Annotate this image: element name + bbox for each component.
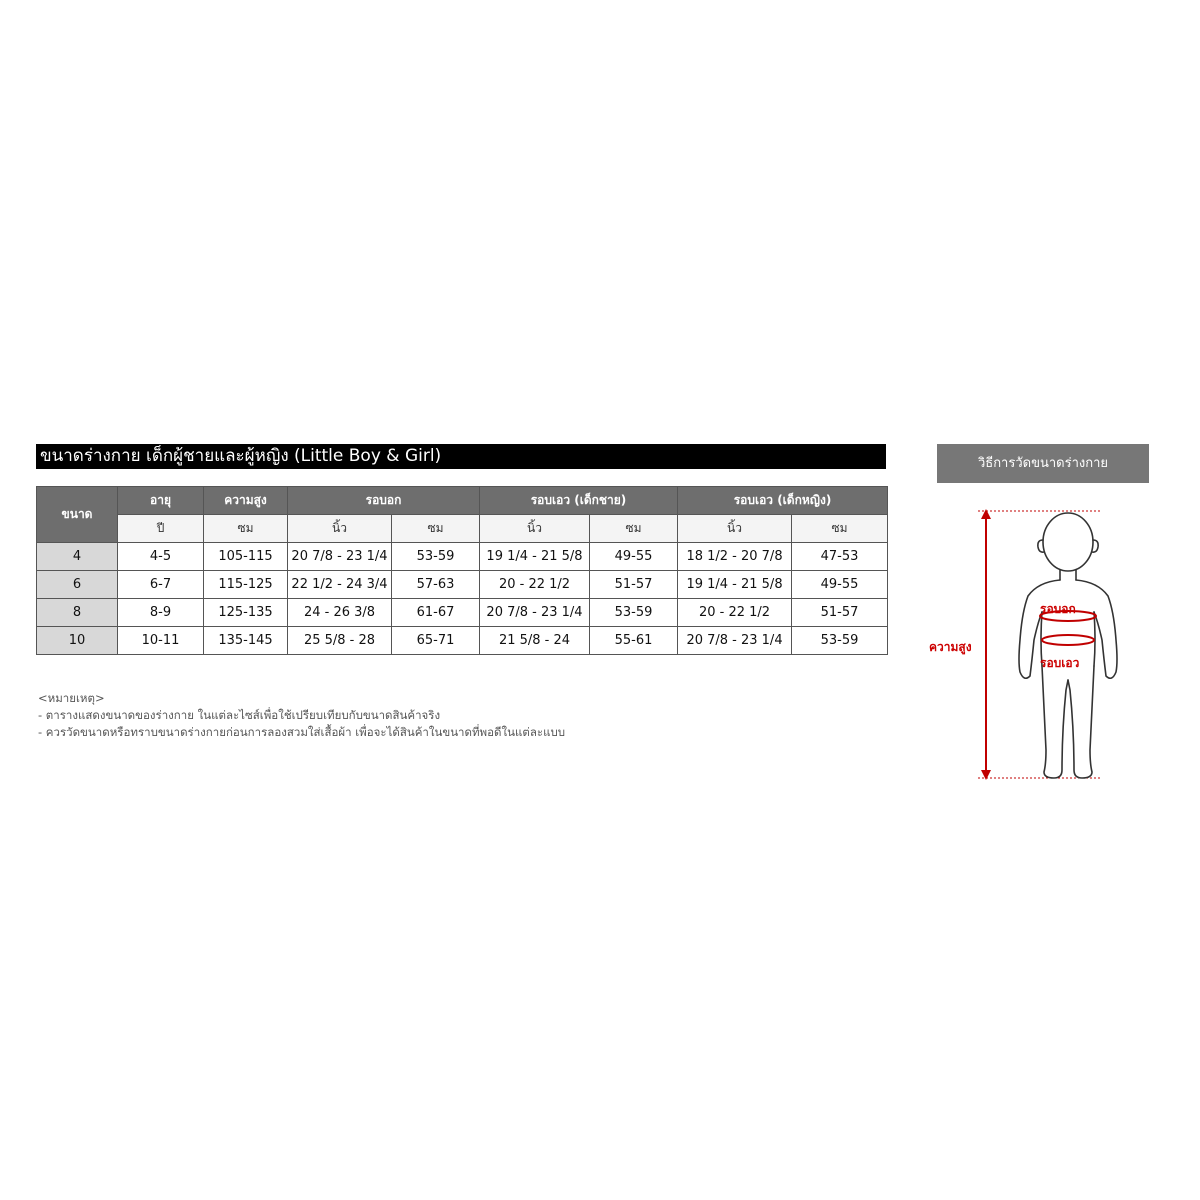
table-cell: 55-61 bbox=[590, 627, 678, 655]
table-cell: 20 7/8 - 23 1/4 bbox=[480, 599, 590, 627]
table-cell: 21 5/8 - 24 bbox=[480, 627, 590, 655]
table-cell: 125-135 bbox=[204, 599, 288, 627]
unit-chest-cm: ซม bbox=[392, 515, 480, 543]
table-cell: 51-57 bbox=[590, 571, 678, 599]
table-cell: 22 1/2 - 24 3/4 bbox=[288, 571, 392, 599]
header-row bbox=[37, 487, 888, 515]
unit-waist-boy-inch: นิ้ว bbox=[480, 515, 590, 543]
height-label: ความสูง bbox=[929, 640, 972, 654]
table-cell: 57-63 bbox=[392, 571, 480, 599]
chest-label: รอบอก bbox=[1040, 602, 1076, 616]
table-cell: 65-71 bbox=[392, 627, 480, 655]
table-cell: 10 bbox=[37, 627, 118, 655]
unit-chest-inch: นิ้ว bbox=[288, 515, 392, 543]
table-cell: 105-115 bbox=[204, 543, 288, 571]
measurement-figure bbox=[920, 500, 1180, 790]
table-cell: 61-67 bbox=[392, 599, 480, 627]
unit-row bbox=[37, 515, 888, 543]
table-cell: 53-59 bbox=[392, 543, 480, 571]
waist-label: รอบเอว bbox=[1040, 656, 1080, 670]
table-cell: 24 - 26 3/8 bbox=[288, 599, 392, 627]
table-cell: 20 - 22 1/2 bbox=[678, 599, 792, 627]
note-line: - ตารางแสดงขนาดของร่างกาย ในแต่ละไซส์เพื่อใช้เปรียบเทียบกับขนาดสินค้าจริง bbox=[38, 708, 441, 722]
height-header: ความสูง bbox=[204, 487, 288, 515]
notes-heading: <หมายเหตุ> bbox=[38, 691, 105, 705]
size-table bbox=[36, 486, 888, 655]
table-cell: 20 7/8 - 23 1/4 bbox=[678, 627, 792, 655]
table-cell: 4-5 bbox=[118, 543, 204, 571]
unit-height: ซม bbox=[204, 515, 288, 543]
table-cell: 6-7 bbox=[118, 571, 204, 599]
page-title: ขนาดร่างกาย เด็กผู้ชายและผู้หญิง (Little Boy & Girl) bbox=[36, 444, 886, 469]
unit-waist-girl-inch: นิ้ว bbox=[678, 515, 792, 543]
table-row bbox=[37, 543, 888, 571]
table-cell: 47-53 bbox=[792, 543, 888, 571]
note-line: - ควรวัดขนาดหรือทราบขนาดร่างกายก่อนการลองสวมใส่เสื้อผ้า เพื่อจะได้สินค้าในขนาดที่พอดีในแต่ละแบบ bbox=[38, 725, 566, 739]
table-row bbox=[37, 599, 888, 627]
size-header: ขนาด bbox=[37, 487, 118, 543]
table-cell: 51-57 bbox=[792, 599, 888, 627]
table-cell: 115-125 bbox=[204, 571, 288, 599]
table-cell: 135-145 bbox=[204, 627, 288, 655]
table-cell: 10-11 bbox=[118, 627, 204, 655]
table-cell: 6 bbox=[37, 571, 118, 599]
table-cell: 25 5/8 - 28 bbox=[288, 627, 392, 655]
unit-waist-girl-cm: ซม bbox=[792, 515, 888, 543]
table-row bbox=[37, 571, 888, 599]
table-cell: 19 1/4 - 21 5/8 bbox=[480, 543, 590, 571]
table-cell: 19 1/4 - 21 5/8 bbox=[678, 571, 792, 599]
table-cell: 18 1/2 - 20 7/8 bbox=[678, 543, 792, 571]
notes bbox=[38, 690, 565, 741]
table-cell: 20 7/8 - 23 1/4 bbox=[288, 543, 392, 571]
chest-header: รอบอก bbox=[288, 487, 480, 515]
table-row bbox=[37, 627, 888, 655]
table-cell: 53-59 bbox=[590, 599, 678, 627]
waist-girl-header: รอบเอว (เด็กหญิง) bbox=[678, 487, 888, 515]
table-cell: 8-9 bbox=[118, 599, 204, 627]
table-cell: 4 bbox=[37, 543, 118, 571]
unit-waist-boy-cm: ซม bbox=[590, 515, 678, 543]
table-cell: 53-59 bbox=[792, 627, 888, 655]
waist-boy-header: รอบเอว (เด็กชาย) bbox=[480, 487, 678, 515]
table-cell: 49-55 bbox=[792, 571, 888, 599]
age-header: อายุ bbox=[118, 487, 204, 515]
table-cell: 49-55 bbox=[590, 543, 678, 571]
unit-age: ปี bbox=[118, 515, 204, 543]
table-cell: 8 bbox=[37, 599, 118, 627]
table-cell: 20 - 22 1/2 bbox=[480, 571, 590, 599]
howto-title: วิธีการวัดขนาดร่างกาย bbox=[937, 444, 1149, 483]
